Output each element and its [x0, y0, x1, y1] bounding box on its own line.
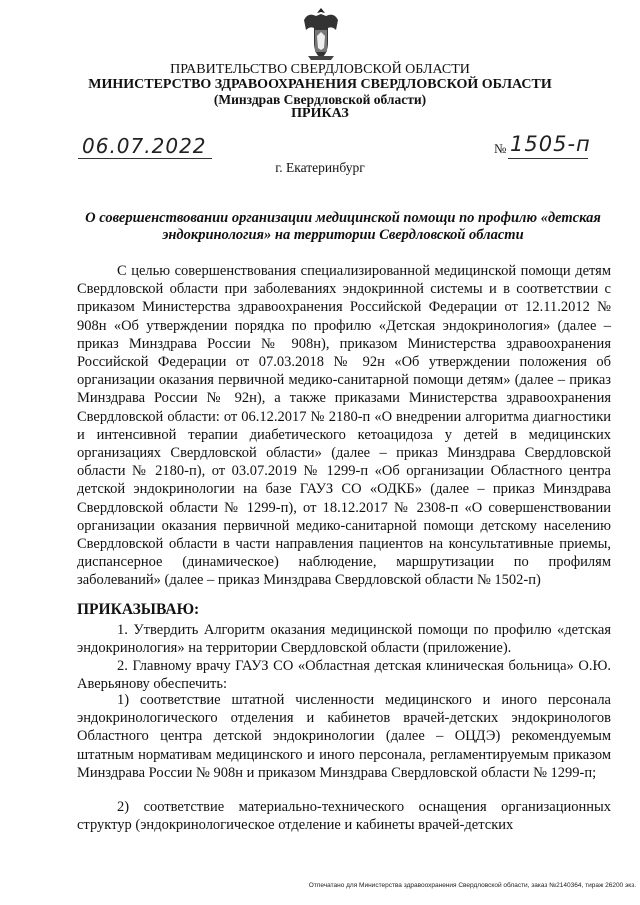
government-header: ПРАВИТЕЛЬСТВО СВЕРДЛОВСКОЙ ОБЛАСТИ: [170, 62, 470, 77]
city: г. Екатеринбург: [275, 160, 365, 175]
item-2-1: 1) соответствие штатной численности медицинского и иного персонала эндокринологического отделения и кабинетов врачей-детских эндокринологов Областного центра детской эндокринологии (далее – ОЦДЭ) рекомендуемым штатным нормативам медицинского и иного персонала, регламентируемым приказом Минздрава России № 908н и приказом Минздрава Свердловской области № 1299-п;: [77, 692, 611, 781]
preamble-paragraph: С целью совершенствования специализированной медицинской помощи детям Свердловской области при заболеваниях эндокринной системы и в соответствии с приказом Министерства здравоохранения Российской Федерации от 12.11.2012 № 908н «Об утверждении порядка по профилю «Детская эндокринология» (далее – приказ Минздрава России № 908н), приказом Министерства здравоохранения Российской Федерации от 07.03.2018 № 92н «Об утверждении положения об организации оказания первичной медико-санитарной помощи детям» (далее – приказ Минздрава России № 92н), а также приказами Министерства здравоохранения Свердловской области: от 06.12.2017 № 2180-п «О внедрении алгоритма диагностики и интенсивной терапии диабетического кетоацидоза у детей в медицинских организациях Свердловской области» (далее – приказ Минздрава Свердловской области № 2180-п), от 03.07.2019 № 1299-п «Об организации Областного центра детской эндокринологии на базе ГАУЗ СО «ОДКБ» (далее – приказ Минздрава Свердловской области № 1299-п), от 18.12.2017 № 2308-п «О совершенствовании организации оказания первичной медико-санитарной помощи детскому населению Свердловской области в части направления пациентов на консультативные приемы, диспансерное (динамическое) наблюдение, маршрутизации по профилям заболеваний» (далее – приказ Минздрава Свердловской области № 1502-п): [77, 263, 611, 589]
item-2-2: 2) соответствие материально-технического оснащения организационных структур (эндокринологическое отделение и кабинеты врачей-детских: [77, 799, 611, 834]
ministry-short-name: (Минздрав Свердловской области): [213, 92, 427, 107]
order-date: 06.07.2022: [82, 134, 207, 158]
ministry-header: МИНИСТЕРСТВО ЗДРАВООХРАНЕНИЯ СВЕРДЛОВСКОЙ ОБЛАСТИ: [88, 77, 552, 92]
document-type: ПРИКАЗ: [291, 106, 349, 121]
order-title: О совершенствовании организации медицинской помощи по профилю «детская эндокринология» на территории Свердловской области: [85, 210, 601, 243]
number-underline: [508, 158, 588, 159]
print-footer: Отпечатано для Министерства здравоохранения Свердловской области, заказ №2140364, тираж 26200 экз.: [308, 882, 636, 889]
order-word: ПРИКАЗЫВАЮ:: [77, 601, 200, 618]
item-1: 1. Утвердить Алгоритм оказания медицинской помощи по профилю «детская эндокринология» на территории Свердловской области (приложение).: [77, 622, 611, 657]
coat-of-arms-emblem: [298, 6, 344, 62]
item-2: 2. Главному врачу ГАУЗ СО «Областная детская клиническая больница» О.Ю. Аверьянову обеспечить:: [77, 658, 611, 693]
order-number: 1505-п: [510, 132, 591, 156]
date-underline: [78, 158, 212, 159]
number-label: №: [494, 141, 507, 156]
